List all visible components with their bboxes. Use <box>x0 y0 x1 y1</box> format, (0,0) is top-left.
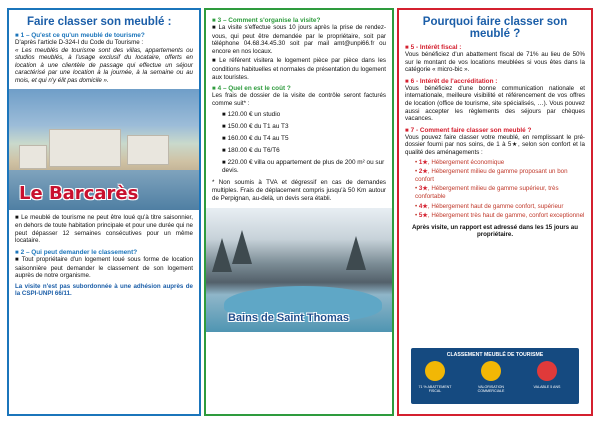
section-title-2: ■ 2 – Qui peut demander le classement? <box>15 248 138 256</box>
section-3-p1: ■ La visite s'effectue sous 10 jours après la prise de rendez-vous, qui peut être demandée par le propriétaire, soit par téléphone 04.68.34.45.30 soit par mail amt@unpi66.fr ou encore en nos locaux. <box>212 24 386 55</box>
section-1-intro: D'après l'article D-324-I du Code du Tourisme : <box>15 39 144 46</box>
square-bullet-icon: ■ <box>15 33 19 39</box>
medal-icon <box>537 361 557 381</box>
section-title-6: ■ 6 - Intérêt de l'accréditation : <box>405 77 498 85</box>
section-1-body: ■ Le meublé de tourisme ne peut être loué qu'à titre saisonnier, en dehors de toute habitation principale et pour une durée qui ne peut dépasser 12 semaines consécutives pour un même locataire. <box>15 213 193 245</box>
star-level-3: • 3★, Hébergement milieu de gamme supérieur, très confortable <box>415 185 559 200</box>
square-bullet-icon: ■ <box>15 249 19 256</box>
square-bullet-icon: ■ <box>405 78 409 85</box>
photo-caption: Bains de Saint Thomas <box>228 312 350 325</box>
money-bag-icon <box>425 361 445 381</box>
photo-caption: Le Barcarès <box>19 182 139 204</box>
square-bullet-icon: ■ <box>405 45 409 51</box>
star-level-2: • 2★, Hébergement milieu de gamme proposant un bon confort <box>415 168 568 183</box>
section-3-p2: ■ Le référent visitera le logement pièce par pièce dans les conditions habituelles et normales de présentation du logement aux touristes. <box>212 57 386 81</box>
section-5-body: Vous bénéficiez d'un abattement fiscal de 71% au lieu de 50% sur le montant de vos locations meublées si vous êtes dans la catégorie « micro-bic ». <box>405 51 585 74</box>
visit-note: Après visite, un rapport est adressé dans les 15 jours au propriétaire. <box>411 223 579 239</box>
panel-title: Pourquoi faire classer son meublé ? <box>422 16 568 40</box>
panel-title: Faire classer son meublé : <box>27 16 172 28</box>
panel-right <box>397 8 593 416</box>
square-bullet-icon: ■ <box>405 127 409 134</box>
star-level-1: • 1★, Hébergement économique <box>415 158 505 166</box>
section-2-body: ■ Tout propriétaire d'un logement loué sous forme de location saisonnière peut demander le classement de son logement auprès de notre organisme. <box>15 255 194 280</box>
section-6-body: Vous bénéficiez d'une bonne communication nationale et internationale, meilleure visibilité et référencement de vos offres de location (office de tourisme, site spécialisés, …). Vous pouvez aussi accepter les règlements des séjours par chèques vacances. <box>405 84 585 123</box>
price-note: * Non soumis à TVA et dégressif en cas de demandes multiples. Frais de déplacement compris jusqu'à 50 Km autour de Perpignan, au-delà, un devis sera établi. <box>212 179 386 202</box>
bains-saint-thomas-photo <box>206 208 392 332</box>
barcares-photo <box>9 89 199 210</box>
banner-title: CLASSEMENT MEUBLÉ DE TOURISME <box>446 352 544 358</box>
banner-label-2: VALORISATION COMMERCIALE <box>477 385 505 394</box>
price-t6: ■ 180.00 € du T6/T6 <box>222 147 280 155</box>
price-studio: ■ 120.00 € un studio <box>222 111 281 119</box>
section-title-3: ■ 3 – Comment s'organise la visite? <box>212 17 321 24</box>
section-title-4: ■ 4 – Quel en est le coût ? <box>212 85 291 93</box>
star-level-4: • 4★, Hébergement haut de gamme confort, supérieur <box>415 202 564 210</box>
section-7-body: Vous pouvez faire classer votre meublé, en remplissant le pré-dossier fourni par nos soins, de 1 à 5★, selon son confort et la qualité des aménagements : <box>405 133 585 156</box>
section-2-note: La visite n'est pas subordonnée à une adhésion auprès de la CSPI-UNPI 66/11. <box>15 282 193 298</box>
star-level-5: • 5★, Hébergement très haut de gamme, confort exceptionnel <box>415 212 585 220</box>
square-bullet-icon: ■ <box>212 18 216 24</box>
banner-label-1: 71 % ABATTEMENT FISCAL <box>418 385 452 394</box>
classement-banner <box>411 348 579 404</box>
price-t4-t5: ■ 160.00 € du T4 au T5 <box>222 135 289 143</box>
panel-middle <box>204 8 394 416</box>
banner-label-3: VALABLE 5 ANS <box>533 385 561 389</box>
section-title-7: ■ 7 - Comment faire classer son meublé ? <box>405 126 532 134</box>
square-bullet-icon: ■ <box>212 86 216 93</box>
panel-left <box>7 8 201 416</box>
price-t1-t3: ■ 150.00 € du T1 au T3 <box>222 123 289 131</box>
price-villa: ■ 220.00 € villa ou appartement de plus de 200 m² ou sur devis. <box>222 159 385 175</box>
section-title-1: ■ 1 – Qu'est ce qu'un meublé de tourisme? <box>15 32 145 39</box>
section-title-5: ■ 5 - Intérêt fiscal : <box>405 44 462 51</box>
section-1-quote: « Les meublés de tourisme sont des villas, appartements ou studios meublés, à l'usage exclusif du locataire, offerts en location à une clientèle de passage qui effectue un séjour caractérisé par une location à la journée, à la semaine ou au mois, et qui n'y élit pas domicile ». <box>15 46 193 84</box>
star-icon <box>481 361 501 381</box>
section-4-intro: Les frais de dossier de la visite de contrôle seront facturés comme suit* : <box>212 92 386 107</box>
